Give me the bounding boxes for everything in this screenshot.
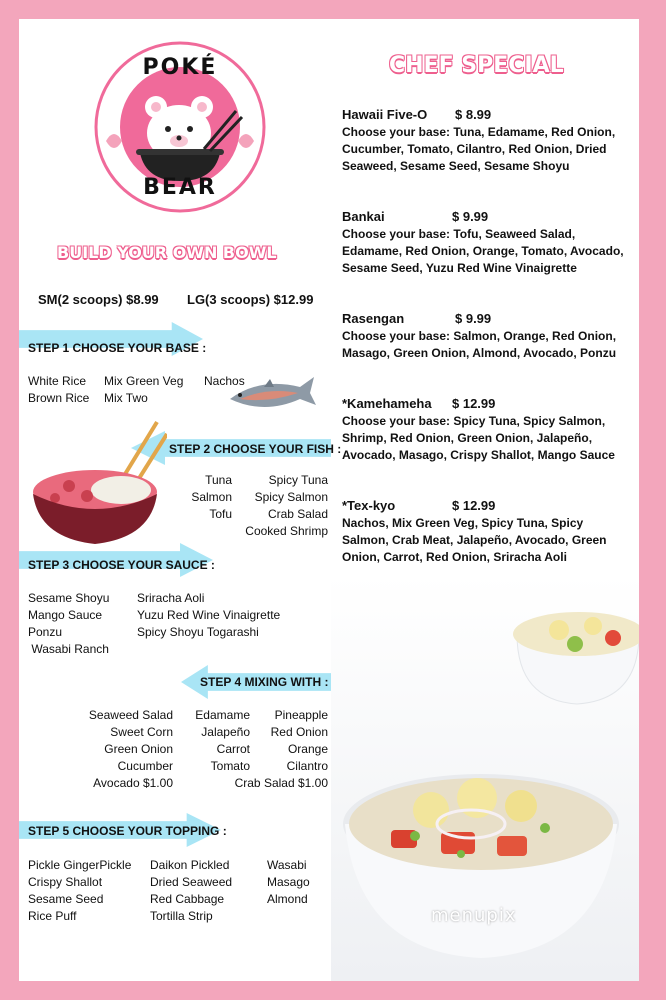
small-bowl-price: SM(2 scoops) $8.99 (38, 292, 159, 307)
dish-name: Rasengan (342, 311, 405, 326)
mixing-item: Seaweed Salad (88, 708, 173, 722)
topping-item: Red Cabbage (150, 892, 225, 906)
fish-item: Tofu (209, 507, 232, 521)
mixing-item: Orange (287, 742, 328, 756)
fish-item: Tuna (205, 473, 232, 487)
dish-description: Choose your base: Spicy Tuna, Spicy Salmon, Shrimp, Red Onion, Green Onion, Jalapeño, Avocado, Masago, Crispy Shallot, Mango Sauce (342, 414, 615, 462)
build-your-own-title: BUILD YOUR OWN BOWL (57, 243, 277, 262)
logo-word-poke: POKÉ (142, 55, 218, 80)
topping-item: Dried Seaweed (150, 875, 233, 889)
step5-label: STEP 5 CHOOSE YOUR TOPPING : (28, 824, 227, 838)
topping-col3 (267, 857, 310, 908)
dish-name: Bankai (342, 209, 385, 224)
sauce-item: Mango Sauce (28, 608, 103, 622)
dish-price: $ 9.99 (455, 311, 492, 326)
fish-item: Salmon (191, 490, 232, 504)
base-col1 (28, 373, 89, 407)
mixing-item: Edamame (195, 708, 250, 722)
dish-name: *Tex-kyo (342, 498, 396, 513)
sauce-item: Spicy Shoyu Togarashi (137, 625, 259, 639)
fish-item: Cooked Shrimp (245, 524, 328, 538)
sauce-item: Ponzu (28, 625, 63, 639)
mixing-item: Red Onion (270, 725, 328, 739)
topping-item: Sesame Seed (28, 892, 104, 906)
chef-special-title: CHEF SPECIAL (389, 53, 564, 78)
fish-item: Crab Salad (267, 507, 328, 521)
sauce-item: Sesame Shoyu (28, 591, 110, 605)
mixing-item: Cilantro (286, 759, 328, 773)
base-item: Brown Rice (28, 391, 90, 405)
fish-item: Spicy Salmon (254, 490, 328, 504)
mixing-item: Jalapeño (201, 725, 250, 739)
logo-word-bear: BEAR (143, 175, 217, 200)
base-item: Mix Two (104, 391, 148, 405)
dish-description: Nachos, Mix Green Veg, Spicy Tuna, Spicy Salmon, Crab Meat, Jalapeño, Avocado, Green Onion, Carrot, Red Onion, Sriracha Aoli (342, 516, 607, 564)
step4-label: STEP 4 MIXING WITH : (200, 675, 329, 689)
topping-item: Wasabi (267, 858, 307, 872)
mixing-col3 (251, 707, 328, 775)
dish-price: $ 8.99 (455, 107, 492, 122)
sauce-col2 (137, 590, 280, 641)
fish-col2 (229, 472, 328, 540)
topping-item: Pickle GingerPickle (28, 858, 132, 872)
menupix-watermark: menupix (431, 905, 517, 926)
salmon-icon (224, 369, 320, 419)
dish-price: $ 12.99 (452, 498, 496, 513)
sauce-item: Wasabi Ranch (28, 642, 109, 656)
fish-col1 (167, 472, 232, 523)
step2-label: STEP 2 CHOOSE YOUR FISH : (169, 442, 342, 456)
base-item: Mix Green Veg (104, 374, 184, 388)
topping-item: Almond (267, 892, 308, 906)
step1-label: STEP 1 CHOOSE YOUR BASE : (28, 341, 207, 355)
topping-item: Daikon Pickled (150, 858, 230, 872)
fish-item: Spicy Tuna (268, 473, 328, 487)
mixing-item: Avocado $1.00 (93, 776, 173, 790)
step3-label: STEP 3 CHOOSE YOUR SAUCE : (28, 558, 215, 572)
dish-description: Choose your base: Tuna, Edamame, Red Onion, Cucumber, Tomato, Cilantro, Red Onion, Dried Seaweed, Sesame Seed, Sesame Shoyu (342, 125, 616, 173)
topping-item: Crispy Shallot (28, 875, 103, 889)
dish-name: *Kamehameha (342, 396, 432, 411)
mixing-col1 (59, 707, 173, 792)
dish-price: $ 9.99 (452, 209, 489, 224)
mixing-item: Cucumber (117, 759, 173, 773)
mixing-item: Tomato (210, 759, 250, 773)
topping-item: Rice Puff (28, 909, 77, 923)
mixing-item: Sweet Corn (110, 725, 173, 739)
sauce-item: Sriracha Aoli (137, 591, 205, 605)
dish-description: Choose your base: Salmon, Orange, Red Onion, Masago, Green Onion, Almond, Avocado, Ponzu (342, 329, 617, 360)
topping-col2 (150, 857, 232, 925)
topping-item: Masago (267, 875, 310, 889)
dish-price: $ 12.99 (452, 396, 496, 411)
dish-description: Choose your base: Tofu, Seaweed Salad, Edamame, Red Onion, Orange, Tomato, Avocado, Sesame Seed, Yuzu Red Wine Vinaigrette (342, 227, 624, 275)
mixing-item: Pineapple (274, 708, 328, 722)
mixing-col2 (179, 707, 250, 775)
base-col2 (104, 373, 183, 407)
topping-col1 (28, 857, 131, 925)
large-bowl-price: LG(3 scoops) $12.99 (187, 292, 314, 307)
sauce-item: Yuzu Red Wine Vinaigrette (137, 608, 281, 622)
topping-item: Tortilla Strip (150, 909, 213, 923)
base-item: White Rice (28, 374, 87, 388)
base-item: Nachos (204, 374, 245, 388)
dish-name: Hawaii Five-O (342, 107, 428, 122)
sauce-col1 (28, 590, 109, 658)
mixing-crab-salad: Crab Salad $1.00 (234, 776, 328, 790)
mixing-item: Carrot (216, 742, 250, 756)
poke-bowl-icon (29, 414, 167, 548)
mixing-item: Green Onion (104, 742, 173, 756)
poke-bear-logo (94, 41, 266, 213)
menu-sheet (19, 19, 639, 981)
